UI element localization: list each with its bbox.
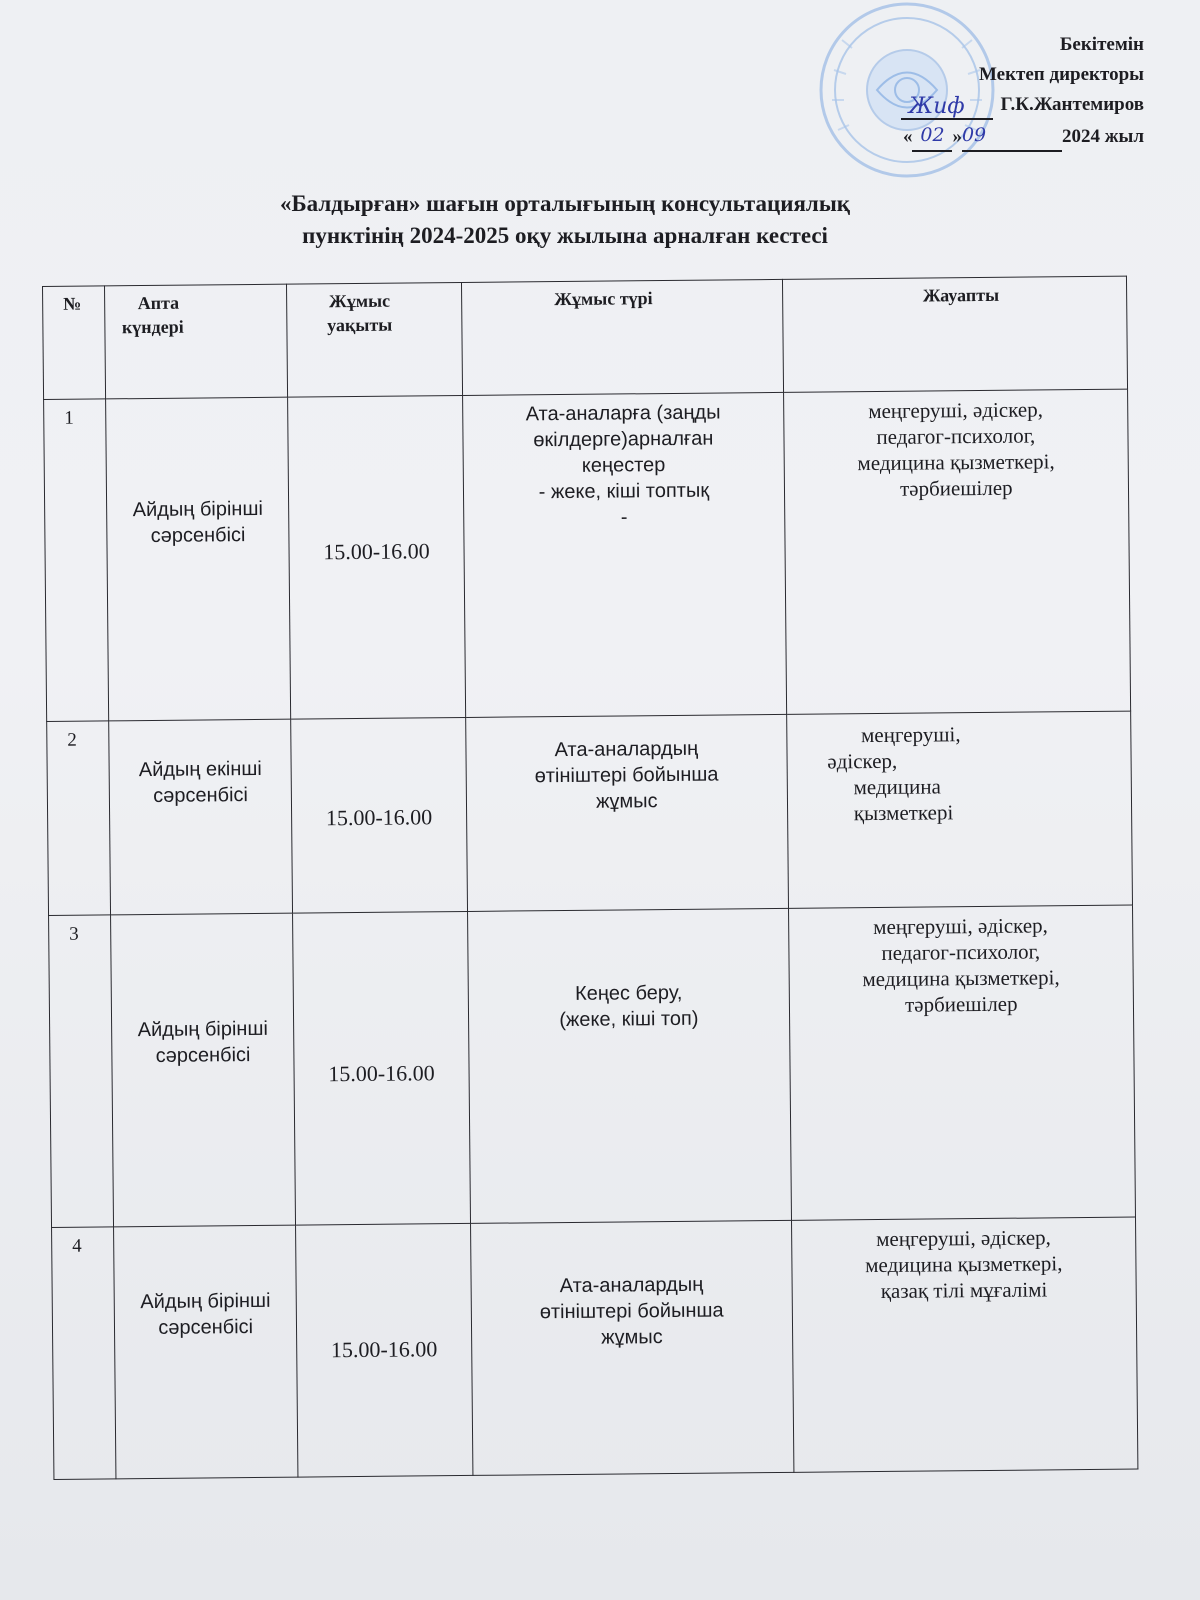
document-title — [150, 188, 980, 252]
row-type — [463, 392, 787, 717]
row-resp-line-3: қазақ тілі мұғалімі — [880, 1277, 1048, 1303]
row-time-text: 15.00-16.00 — [323, 538, 430, 565]
row-resp-line-4: қызметкері — [853, 800, 954, 826]
row-resp-line-2: медицина қызметкері, — [865, 1251, 1063, 1278]
row-number: 2 — [47, 721, 111, 916]
header-time — [286, 282, 462, 397]
row-time-text: 15.00-16.00 — [325, 804, 433, 831]
approval-date — [830, 120, 1150, 152]
row-type-line-2: (жеке, кіші топ) — [559, 1007, 699, 1032]
row-type-text — [466, 735, 786, 816]
header-no-label: № — [63, 293, 82, 314]
signature-line — [830, 90, 1150, 120]
table-header-row — [43, 276, 1128, 399]
row-day — [106, 397, 290, 721]
header-day-line-2: күндері — [121, 316, 184, 338]
row-day-line-2: сәрсенбісі — [150, 524, 246, 547]
date-month: 09 — [962, 120, 1062, 152]
row-day-text — [115, 1288, 296, 1342]
row-resp-text — [827, 721, 961, 826]
row-day-text — [110, 756, 291, 810]
row-resp-line-4: тәрбиешілер — [904, 991, 1018, 1017]
row-type-text — [463, 399, 784, 532]
row-day-line-2: сәрсенбісі — [153, 784, 249, 807]
row-time — [292, 911, 470, 1225]
header-type-label: Жұмыс түрі — [554, 288, 653, 310]
row-type — [471, 1220, 794, 1475]
row-type-line-1: Кеңес беру, — [574, 981, 683, 1005]
row-type-line-1: Ата-аналарға (заңды — [525, 401, 721, 426]
approval-block — [830, 30, 1150, 152]
row-day-line-1: Айдың екінші — [138, 757, 262, 782]
row-day-text — [113, 1016, 294, 1070]
row-type-text — [469, 979, 789, 1034]
row-day-line-2: сәрсенбісі — [155, 1044, 251, 1067]
row-resp-line-1: меңгеруші, — [860, 722, 961, 748]
row-responsible — [783, 389, 1130, 714]
row-number: 1 — [44, 399, 110, 722]
row-type-line-3: жұмыс — [601, 1326, 663, 1349]
header-time-line-2: уақыты — [327, 314, 393, 336]
row-resp-text — [784, 396, 1128, 503]
row-type-line-1: Ата-аналардың — [559, 1273, 704, 1298]
approve-label: Бекітемін — [1059, 34, 1144, 55]
row-time — [290, 717, 467, 913]
row-resp-line-1: меңгеруші, әдіскер, — [868, 397, 1044, 424]
signature-blank — [901, 96, 993, 120]
header-resp-label: Жауапты — [922, 284, 1000, 306]
row-type-line-2: өтініштері бойынша — [534, 763, 719, 788]
row-resp-line-4: тәрбиешілер — [899, 475, 1013, 501]
header-day-line-1: Апта — [137, 292, 180, 314]
header-no — [43, 286, 107, 400]
row-type-line-2: өкілдерге)арналған — [533, 427, 714, 452]
row-resp-line-2: әдіскер, — [827, 748, 898, 774]
row-type-line-1: Ата-аналардың — [554, 737, 699, 762]
row-resp-line-2: педагог-психолог, — [881, 939, 1041, 965]
row-type-line-3: жұмыс — [595, 790, 658, 813]
row-type-line-4: - жеке, кіші топтық — [538, 479, 710, 504]
table-row — [52, 1217, 1138, 1479]
header-time-line-1: Жұмыс — [328, 290, 391, 312]
row-type-line-3: кеңестер — [581, 454, 666, 477]
row-time — [295, 1223, 473, 1477]
row-number: 4 — [52, 1227, 117, 1480]
row-resp-line-1: меңгеруші, әдіскер, — [873, 913, 1048, 940]
date-year: 2024 жыл — [1061, 126, 1144, 147]
schedule-table — [42, 276, 1138, 1480]
row-resp-line-3: медицина қызметкері, — [862, 965, 1060, 992]
date-day: 02 — [912, 120, 952, 152]
row-time — [287, 395, 465, 719]
row-day-text — [108, 496, 289, 550]
row-day-line-1: Айдың бірінші — [140, 1289, 271, 1314]
row-resp-line-3: медицина — [853, 774, 941, 800]
title-line-1: «Балдырған» шағын орталығының консультациялық — [279, 191, 851, 216]
signer-name: Г.К.Жантемиров — [1000, 94, 1144, 115]
row-day — [109, 719, 292, 915]
row-responsible — [788, 905, 1135, 1220]
row-time-text: 15.00-16.00 — [330, 1336, 438, 1363]
row-resp-line-1: меңгеруші, әдіскер, — [876, 1225, 1051, 1252]
row-type-text — [472, 1271, 792, 1352]
row-day-line-1: Айдың бірінші — [132, 497, 263, 522]
row-type-line-2: өтініштері бойынша — [539, 1299, 724, 1324]
row-day — [111, 913, 295, 1227]
row-resp-text — [792, 1224, 1136, 1305]
header-type — [462, 279, 784, 395]
row-type — [466, 714, 789, 911]
date-open-quote: « — [902, 126, 913, 147]
row-resp-text — [789, 912, 1133, 1019]
row-responsible — [786, 711, 1132, 908]
row-type — [468, 908, 792, 1223]
row-time-text: 15.00-16.00 — [328, 1060, 435, 1087]
row-resp-line-2: педагог-психолог, — [876, 423, 1036, 449]
row-day-line-1: Айдың бірінші — [137, 1017, 268, 1042]
row-responsible — [791, 1217, 1138, 1472]
date-close-quote: » — [952, 126, 962, 147]
title-line-2: пунктінің 2024-2025 оқу жылына арналған кестесі — [302, 223, 828, 248]
table-row — [44, 389, 1131, 721]
header-day — [105, 284, 287, 399]
row-number: 3 — [49, 915, 114, 1228]
handwritten-signature: Жиф — [908, 94, 965, 119]
table-row — [47, 711, 1133, 915]
table-row — [49, 905, 1136, 1227]
row-day — [114, 1225, 298, 1479]
director-position: Мектеп директоры — [978, 64, 1144, 85]
row-day-line-2: сәрсенбісі — [158, 1316, 254, 1339]
header-resp — [782, 276, 1127, 392]
row-type-line-5: - — [620, 506, 628, 529]
row-resp-line-3: медицина қызметкері, — [857, 449, 1055, 476]
